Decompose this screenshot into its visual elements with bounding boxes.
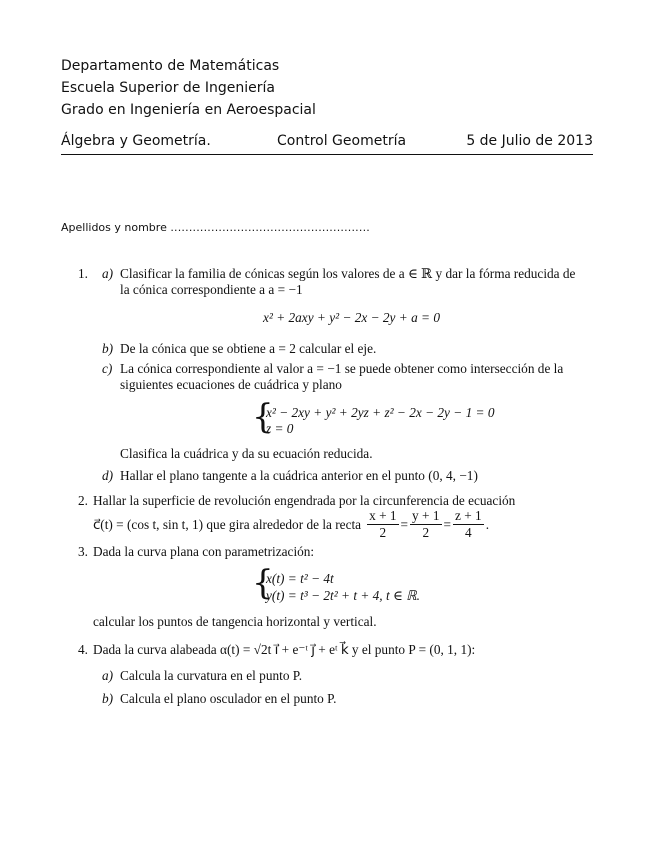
problem-2-text-line1: Hallar la superficie de revolución engendrada por la circunferencia de ecuación (93, 493, 516, 508)
department-name: Departamento de Matemáticas (61, 58, 280, 74)
problem-1b-label: b) (102, 341, 114, 356)
problem-1d-label: d) (102, 468, 114, 483)
problem-1c-after: Clasifica la cuádrica y da su ecuación reducida. (120, 446, 373, 461)
subject-title: Álgebra y Geometría. (61, 133, 211, 149)
fraction-y (410, 508, 441, 541)
problem-1c-text-line2: siguientes ecuaciones de cuádrica y plano (120, 377, 342, 392)
problem-1d-text: Hallar el plano tangente a la cuádrica anterior en el punto (0, 4, −1) (120, 468, 478, 483)
exam-date: 5 de Julio de 2013 (466, 133, 593, 149)
equals-sign-2: = (443, 516, 451, 532)
problem-4b-label: b) (102, 691, 114, 706)
equals-sign-1: = (400, 516, 409, 532)
header-rule (61, 154, 593, 155)
fraction-z (453, 508, 484, 541)
problem-4b-text: Calcula el plano osculador en el punto P. (120, 691, 337, 706)
problem-4a-text: Calcula la curvatura en el punto P. (120, 668, 303, 683)
fraction-x (367, 508, 398, 541)
problem-3-text: Dada la curva plana con parametrización: (93, 544, 315, 559)
problem-4-number: 4. (78, 642, 88, 657)
problem-1c-label: c) (102, 361, 113, 376)
student-name-dots: ...................................................... (170, 221, 370, 234)
problem-3-number: 3. (78, 544, 88, 559)
problem-1a-text-line2: la cónica correspondiente a a = −1 (120, 282, 303, 297)
problem-1a-label: a) (102, 266, 114, 281)
problem-4-text: Dada la curva alabeada α(t) = √2t i⃗ + e⁻ᵗ j⃗ + eᵗ k⃗ y el punto P = (0, 1, 1): (93, 642, 476, 657)
problem-2-text-line2 (93, 508, 489, 541)
problem-3-equation-2: y(t) = t³ − 2t² + t + 4, t ∈ ℝ. (266, 588, 420, 603)
problem-1c-equation-2: z = 0 (266, 421, 294, 436)
fraction-z-denominator: 4 (465, 525, 472, 540)
degree-name: Grado en Ingeniería en Aeroespacial (61, 102, 316, 118)
problem-2-end-dot: . (485, 516, 490, 532)
fraction-y-denominator: 2 (422, 525, 430, 540)
fraction-x-numerator: x + 1 (369, 508, 397, 523)
fraction-y-numerator: y + 1 (412, 508, 440, 523)
fraction-x-denominator: 2 (379, 525, 387, 540)
problem-1a-text-line1: Clasificar la familia de cónicas según los valores de a ∈ ℝ y dar la fórma reducida de (120, 266, 576, 281)
problem-2-text-line2a: c⃗(t) = (cos t, sin t, 1) que gira alrededor de la recta (93, 516, 362, 532)
problem-3-equation-1: x(t) = t² − 4t (266, 571, 334, 586)
problem-2-number: 2. (78, 493, 88, 508)
system-brace-2: { (252, 563, 274, 603)
exam-title: Control Geometría (277, 133, 407, 149)
system-brace-1: { (252, 397, 274, 437)
student-name-label: Apellidos y nombre (61, 221, 167, 234)
problem-1c-equation-1: x² − 2xy + y² + 2yz + z² − 2x − 2y − 1 = 0 (266, 405, 495, 420)
problem-1a-equation: x² + 2axy + y² − 2x − 2y + a = 0 (263, 310, 441, 325)
problem-3-after: calcular los puntos de tangencia horizontal y vertical. (93, 614, 377, 629)
problem-1-number: 1. (78, 266, 88, 281)
school-name: Escuela Superior de Ingeniería (61, 80, 275, 96)
problem-4a-label: a) (102, 668, 114, 683)
problem-1b-text: De la cónica que se obtiene a = 2 calcular el eje. (120, 341, 377, 356)
problem-1c-text-line1: La cónica correspondiente al valor a = −1 se puede obtener como intersección de la (120, 361, 564, 376)
fraction-z-numerator: z + 1 (455, 508, 482, 523)
student-name-field (61, 221, 370, 234)
